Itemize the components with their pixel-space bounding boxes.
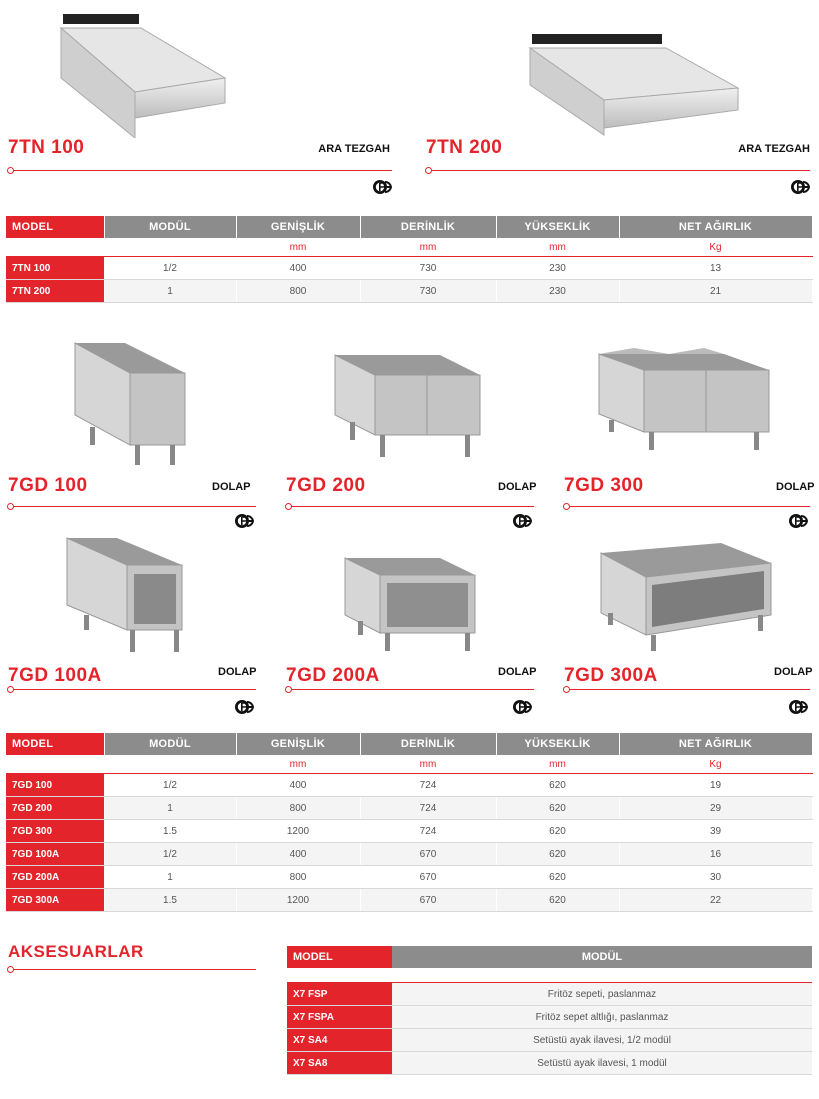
units-row — [6, 238, 812, 257]
product-type: DOLAP — [498, 666, 537, 678]
product-type: ARA TEZGAH — [738, 143, 810, 155]
divider — [10, 170, 392, 171]
header-derinlik: DERİNLİK — [360, 733, 496, 755]
header-modul: MODÜL — [104, 216, 236, 238]
header-net-agirlik: NET AĞIRLIK — [619, 216, 812, 238]
unit: mm — [236, 755, 360, 774]
unit: mm — [496, 755, 619, 774]
unit: mm — [360, 238, 496, 257]
divider — [428, 170, 810, 171]
table-row: X7 SA4 Setüstü ayak ilavesi, 1/2 modül — [287, 1029, 812, 1052]
divider — [10, 689, 256, 690]
product-7gd300a — [556, 525, 819, 725]
certification-icon — [788, 699, 808, 715]
header-yukseklik: YÜKSEKLİK — [496, 216, 619, 238]
certification-icon — [234, 699, 254, 715]
product-type: DOLAP — [218, 666, 257, 678]
product-type: DOLAP — [498, 481, 537, 493]
accessories-title: AKSESUARLAR — [8, 942, 144, 961]
unit: mm — [236, 238, 360, 257]
header-model: MODEL — [6, 216, 104, 238]
spec-table-7gd — [6, 733, 813, 912]
product-7gd100a — [0, 525, 265, 725]
header-modul: MODÜL — [104, 733, 236, 755]
table-row: 7GD 100 1/2 400 724 620 19 — [6, 774, 812, 797]
table-row: X7 FSPA Fritöz sepet altlığı, paslanmaz — [287, 1006, 812, 1029]
spec-table-7tn — [6, 216, 813, 303]
unit: Kg — [619, 755, 812, 774]
certification-icon — [372, 179, 392, 195]
table-row: 7TN 200 1 800 730 230 21 — [6, 280, 812, 303]
product-code: 7TN 200 — [426, 137, 503, 158]
product-image — [596, 535, 776, 655]
divider — [10, 506, 256, 507]
table-row: 7GD 300A 1.5 1200 670 620 22 — [6, 889, 812, 912]
divider — [288, 506, 534, 507]
header-yukseklik: YÜKSEKLİK — [496, 733, 619, 755]
product-7gd200a — [278, 525, 543, 725]
units-row — [6, 755, 812, 774]
product-code: 7GD 300 — [564, 475, 644, 496]
certification-icon — [790, 179, 810, 195]
table-row: X7 FSP Fritöz sepeti, paslanmaz — [287, 983, 812, 1006]
table-row: 7GD 300 1.5 1200 724 620 39 — [6, 820, 812, 843]
divider — [10, 969, 256, 970]
product-code: 7TN 100 — [8, 137, 85, 158]
table-row: 7GD 100A 1/2 400 670 620 16 — [6, 843, 812, 866]
product-code: 7GD 200 — [286, 475, 366, 496]
product-type: ARA TEZGAH — [318, 143, 390, 155]
divider — [566, 506, 810, 507]
table-row: 7TN 100 1/2 400 730 230 13 — [6, 257, 812, 280]
accessories-table — [287, 946, 812, 1075]
divider — [288, 689, 534, 690]
product-type: DOLAP — [212, 481, 251, 493]
header-net-agirlik: NET AĞIRLIK — [619, 733, 812, 755]
product-image — [594, 342, 774, 467]
product-code: 7GD 300A — [564, 665, 658, 686]
product-type: DOLAP — [774, 666, 813, 678]
product-image — [330, 350, 490, 475]
product-code: 7GD 100A — [8, 665, 102, 686]
table-row: X7 SA8 Setüstü ayak ilavesi, 1 modül — [287, 1052, 812, 1075]
product-image — [55, 8, 235, 138]
unit: mm — [360, 755, 496, 774]
header-model: MODEL — [287, 946, 392, 968]
product-7gd300 — [556, 330, 819, 530]
header-modul: MODÜL — [392, 946, 812, 968]
header-model: MODEL — [6, 733, 104, 755]
header-derinlik: DERİNLİK — [360, 216, 496, 238]
product-code: 7GD 100 — [8, 475, 88, 496]
unit: Kg — [619, 238, 812, 257]
unit: mm — [496, 238, 619, 257]
certification-icon — [512, 699, 532, 715]
product-code: 7GD 200A — [286, 665, 380, 686]
product-7tn200 — [418, 0, 818, 210]
product-type: DOLAP — [776, 481, 815, 493]
product-image — [528, 30, 748, 140]
table-row: 7GD 200A 1 800 670 620 30 — [6, 866, 812, 889]
header-genislik: GENİŞLİK — [236, 733, 360, 755]
product-7tn100 — [0, 0, 400, 210]
product-image — [70, 335, 195, 475]
product-7gd100 — [0, 330, 265, 530]
table-row: 7GD 200 1 800 724 620 29 — [6, 797, 812, 820]
product-image — [340, 553, 485, 663]
divider — [566, 689, 810, 690]
product-image — [62, 530, 192, 665]
product-7gd200 — [278, 330, 543, 530]
header-genislik: GENİŞLİK — [236, 216, 360, 238]
